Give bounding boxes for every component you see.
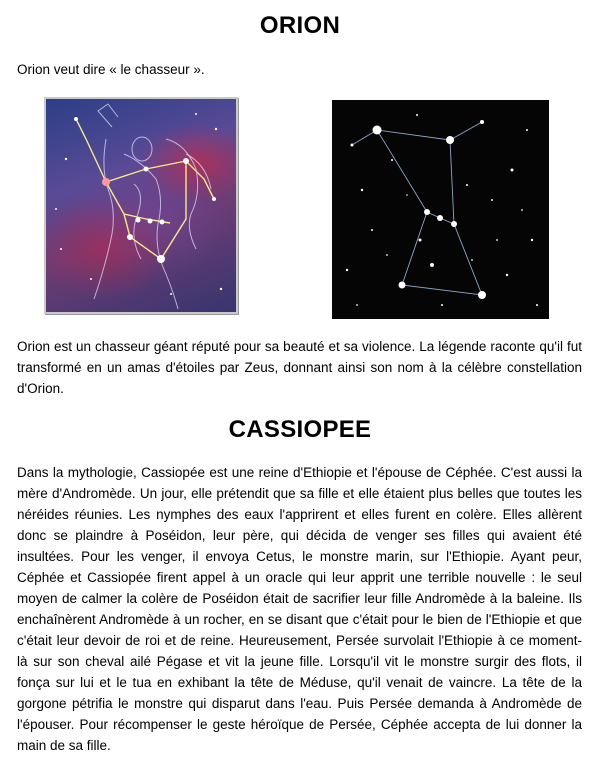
orion-paragraph: Orion est un chasseur géant réputé pour sa beauté et sa violence. La légende raconte qu'il fut transformé en un amas d'étoiles par Zeus, donnant ainsi son nom à la célèbre constellation d'Orion. xyxy=(17,339,582,396)
cassiopee-title: CASSIOPEE xyxy=(228,416,372,443)
cassiopee-paragraph: Dans la mythologie, Cassiopée est une reine d'Ethiopie et l'épouse de Céphée. C'est aussi la mère d'Andromède. Un jour, elle prétendit que sa fille et elle étaient plus belles que toutes les néréides réunies. Les nymphes des eaux l'apprirent et elles furent en colère. Elles allèrent donc se plaindre à Poséidon, leur père, qui décida de venger ses filles qui avaient été insultées. Pour les venger, il envoya Cetus, le monstre marin, sur l'Ethiopie. Ayant peur, Céphée et Cassiopée firent appel à un oracle qui leur apprit une terrible nouvelle : le seul moyen de calmer la colère de Poséidon était de sacrifier leur fille Andromède à la baleine. Ils enchaînèrent Andromède à un rocher, en se disant que c'était pour le bien de l'Ethiopie et que c'était leur devoir de roi et de reine. Heureusement, Persée survolait l'Ethiopie à ce moment- là sur son cheval ailé Pégase et vit la jeune fille. Lorsqu'il vit le monstre surgir des flots, il fonça sur lui et le tua en exhibant la tête de Méduse, qu'il venait de vaincre. La tête de la gorgone pétrifia le monstre qui disparut dans l'eau. Puis Persée demanda à Andromède de l'épouser. Pour récompenser le geste héroïque de Persée, Céphée accepta de lui donner la main de sa fille. xyxy=(17,465,582,753)
orion-hunter-illustration xyxy=(44,97,238,314)
orion-star-photo xyxy=(332,100,549,319)
orion-title: ORION xyxy=(259,12,341,39)
orion-intro: Orion veut dire « le chasseur ». xyxy=(17,62,205,77)
